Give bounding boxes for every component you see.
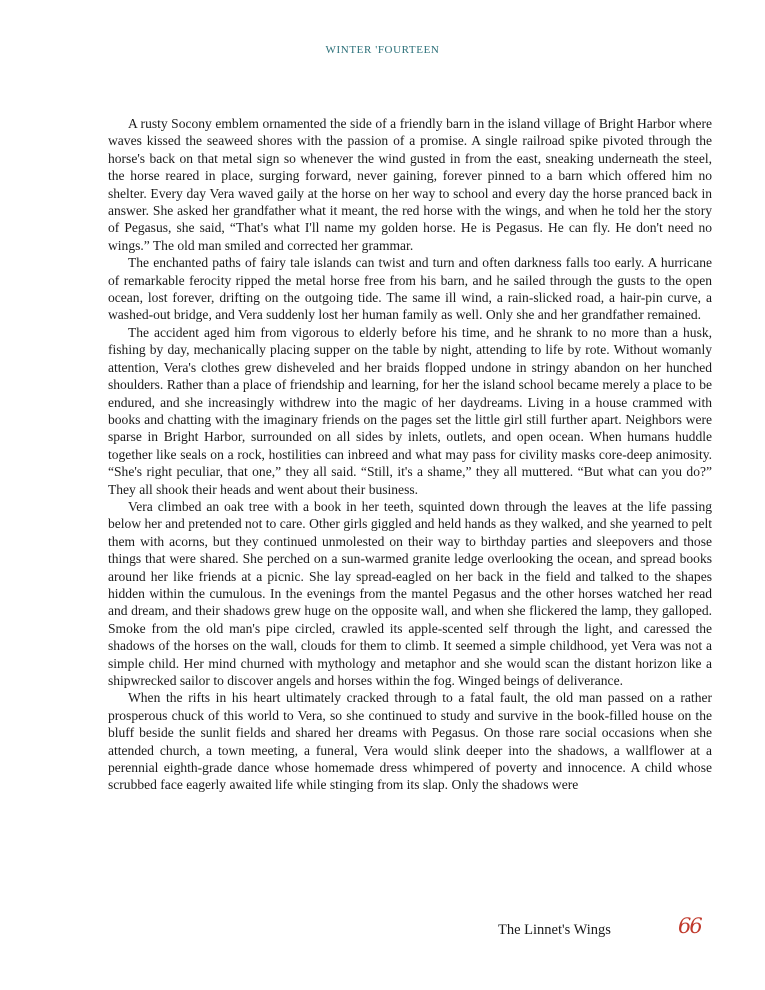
story-body bbox=[108, 115, 712, 794]
paragraph: The enchanted paths of fairy tale islands can twist and turn and often darkness falls too early. A hurricane of remarkable ferocity ripped the metal horse free from his barn, and he sailed through the gusts to the open ocean, lost forever, drifting on the outgoing tide. The same ill wind, a rain-slicked road, a hair-pin curve, a washed-out bridge, and Vera suddenly lost her human family as well. Only she and her grandfather remained. bbox=[108, 255, 712, 323]
running-head: WINTER 'FOURTEEN bbox=[325, 44, 440, 56]
paragraph: The accident aged him from vigorous to elderly before his time, and he shrank to no more than a husk, fishing by day, mechanically placing supper on the table by night, attending to life by rote. Without womanly attention, Vera's clothes grew disheveled and her braids flopped undone in stringy abandon on her hunched shoulders. Rather than a place of friendship and learning, for her the island school became merely a place to be endured, and she increasingly withdrew into the magic of her daydreams. Living in a house crammed with books and chatting with the imaginary friends on the pages set the little girl still further apart. Neighbors were sparse in Bright Harbor, surrounded on all sides by inlets, outlets, and open ocean. When humans huddle together like seals on a rock, hostilities can inbreed and what may pass for civility masks core-deep animosity. “She's right peculiar, that one,” they all said. “Still, it's a shame,” they all muttered. “But what can you do?” They all shook their heads and went about their business. bbox=[108, 324, 712, 497]
paragraph: A rusty Socony emblem ornamented the side of a friendly barn in the island village of Bright Harbor where waves kissed the seaweed shores with the passion of a promise. A single railroad spike pivoted through the horse's back on that metal sign so whenever the wind gusted in from the east, sneaking underneath the steel, the horse reared in place, surging forward, never gaining, forever pinned to a barn which offered him no shelter. Every day Vera waved gaily at the horse on her way to school and every day the horse pranced back in answer. She asked her grandfather what it meant, the red horse with the wings, and when he told her the story of Pegasus, she said, “That's what I'll name my golden horse. He is Pegasus. He can fly. He don't need no wings.” The old man smiled and corrected her grammar. bbox=[108, 116, 712, 253]
page-number: 66 bbox=[678, 914, 701, 938]
paragraph: Vera climbed an oak tree with a book in her teeth, squinted down through the leaves at the life passing below her and pretended not to care. Other girls giggled and held hands as they walked, and she yearned to pelt them with acorns, but they continued unmolested on their way to birthday parties and sleepovers and those things that were shared. She perched on a sun-warmed granite ledge overlooking the ocean, and spread books around her like friends at a picnic. She lay spread-eagled on her back in the field and talked to the shapes hidden within the cumulous. In the evenings from the mantel Pegasus and the other horses watched her read and dream, and their shadows grew huge on the opposite wall, and when she flickered the lamp, they galloped. Smoke from the old man's pipe circled, crawled its apple-scented self through the light, and caressed the shadows of the horses on the wall, clouds for them to climb. It seemed a simple childhood, yet Vera was not a simple child. Her mind churned with mythology and metaphor and she would scan the distant horizon like a shipwrecked sailor to discover angels and horses within the fog. Winged beings of deliverance. bbox=[108, 498, 712, 688]
footer-publication-title: The Linnet's Wings bbox=[498, 922, 611, 938]
paragraph: When the rifts in his heart ultimately cracked through to a fatal fault, the old man passed on a rather prosperous chuck of this world to Vera, so she continued to study and survive in the book-filled house on the bluff beside the sunlit fields and shared her dreams with Pegasus. On those rare social occasions when she attended church, a town meeting, a funeral, Vera would slink deeper into the shadows, a wallflower at a perennial eighth-grade dance whose homemade dress whimpered of poverty and innocence. A child whose scrubbed face eagerly awaited life while stinging from its slap. Only the shadows were bbox=[108, 690, 712, 793]
